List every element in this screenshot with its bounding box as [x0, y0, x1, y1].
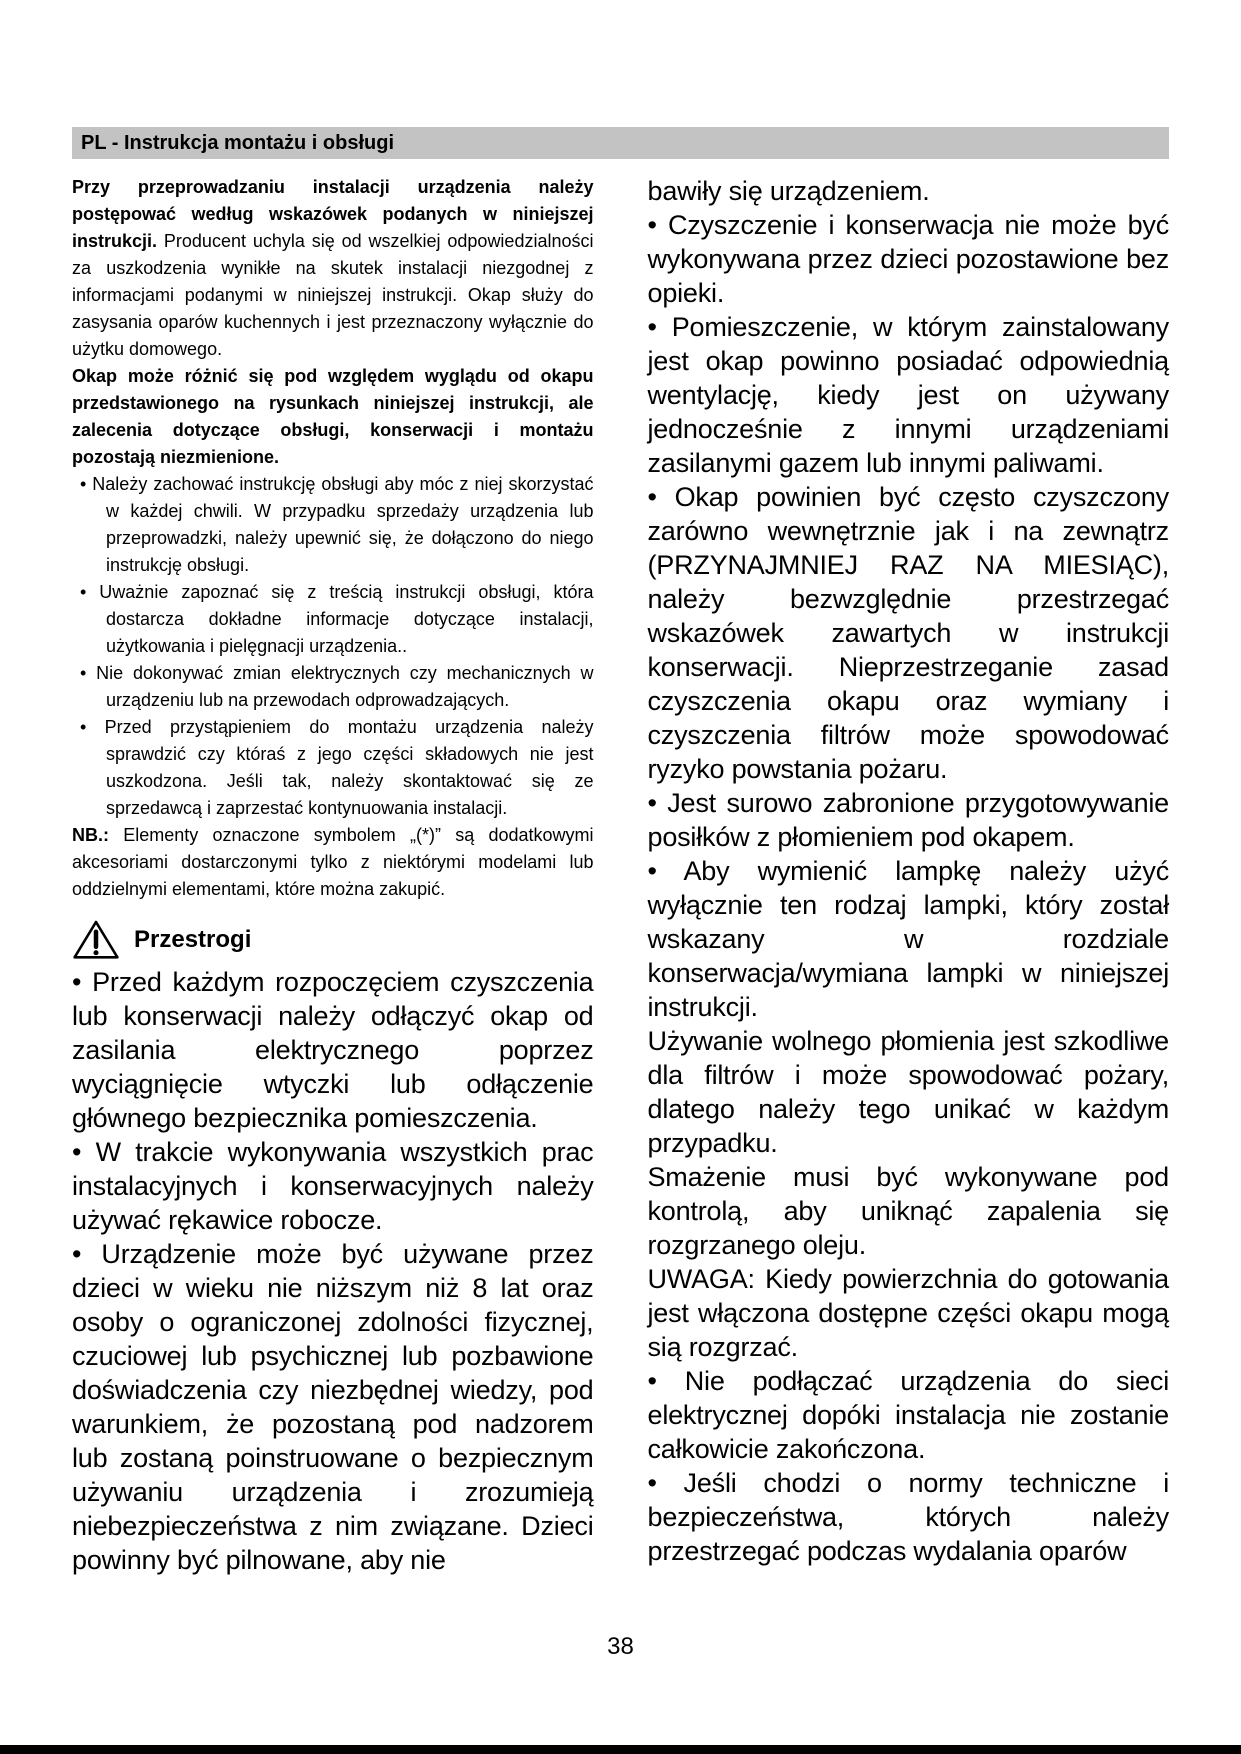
page-number: 38: [607, 1633, 634, 1660]
warning-header: [72, 919, 594, 961]
body-paragraph: • Jest surowo zabronione przygotowywanie posiłków z płomieniem pod okapem.: [647, 788, 1169, 852]
body-paragraph: • Nie podłączać urządzenia do sieci elektrycznej dopóki instalacja nie zostanie całkowicie zakończona.: [647, 1366, 1169, 1464]
bullet-item: • Nie dokonywać zmian elektrycznych czy mechanicznych w urządzeniu lub na przewodach odprowadzających.: [80, 663, 594, 710]
warning-title: Przestrogi: [134, 926, 252, 953]
section-header-title: PL - Instrukcja montażu i obsługi: [81, 132, 394, 154]
nb-label: NB.:: [72, 825, 109, 845]
body-paragraph: • Czyszczenie i konserwacja nie może być wykonywana przez dzieci pozostawione bez opieki.: [647, 210, 1169, 308]
left-column-warning-text: [72, 965, 594, 1577]
bullet-item: • Należy zachować instrukcję obsługi aby móc z niej skorzystać w każdej chwili. W przypadku sprzedaży urządzenia lub przeprowadzki, należy upewnić się, że dołączono do niego instrukcję obsługi.: [80, 474, 594, 575]
body-paragraph: • Jeśli chodzi o normy techniczne i bezpieczeństwa, których należy przestrzegać podczas wydalania oparów: [647, 1468, 1169, 1566]
body-paragraph: • Okap powinien być często czyszczony zarówno wewnętrznie jak i na zewnątrz (PRZYNAJMNIEJ RAZ NA MIESIĄC), należy bezwzględnie przestrzegać wskazówek zawartych w instrukcji konserwacji. Nieprzestrzeganie zasad czyszczenia okapu oraz wymiany i czyszczenia filtrów może spowodować ryzyko powstania pożaru.: [647, 482, 1169, 784]
intro-bold-text: Przy przeprowadzaniu instalacji urządzenia należy postępować według wskazówek podanych w niniejszej instrukcji.: [72, 177, 594, 251]
body-paragraph: UWAGA: Kiedy powierzchnia do gotowania jest włączona dostępne części okapu mogą sią rozgrzać.: [647, 1264, 1169, 1362]
body-paragraph: Smażenie musi być wykonywane pod kontrolą, aby uniknąć zapalenia się rozgrzanego oleju.: [647, 1162, 1169, 1260]
two-column-layout: [72, 174, 1169, 1577]
warning-paragraph: • W trakcie wykonywania wszystkich prac instalacyjnych i konserwacyjnych należy używać rękawice robocze.: [72, 1137, 594, 1235]
intro-paragraph: [72, 174, 594, 363]
intro-regular-text: Producent uchyla się od wszelkiej odpowiedzialności za uszkodzenia wynikłe na skutek instalacji niezgodnej z informacjami podanymi w niniejszej instrukcji. Okap służy do zasysania oparów kuchennych i jest przeznaczony wyłącznie do użytku domowego.: [72, 231, 594, 359]
warning-paragraph: • Urządzenie może być używane przez dzieci w wieku nie niższym niż 8 lat oraz osoby o ograniczonej zdolności fizycznej, czuciowej lub psychicznej lub pozbawione doświadczenia czy niezbędnej wiedzy, pod warunkiem, że pozostaną pod nadzorem lub zostaną poinstruowane o bezpiecznym używaniu urządzenia i zrozumieją niebezpieczeństwa z nim związane. Dzieci powinny być pilnowane, aby nie: [72, 1239, 594, 1575]
left-column-small-text: [72, 174, 594, 903]
bullet-item: • Uważnie zapoznać się z treścią instrukcji obsługi, która dostarcza dokładne informacje dotyczące instalacji, użytkowania i pielęgnacji urządzenia..: [80, 582, 594, 656]
warning-triangle-icon: [72, 919, 120, 961]
warning-paragraph: • Przed każdym rozpoczęciem czyszczenia lub konserwacji należy odłączyć okap od zasilania elektrycznego poprzez wyciągnięcie wtyczki lub odłączenie głównego bezpiecznika pomieszczenia.: [72, 967, 594, 1133]
nb-paragraph: [72, 822, 594, 903]
section-header-bar: [72, 127, 1169, 159]
body-paragraph: • Aby wymienić lampkę należy użyć wyłącznie ten rodzaj lampki, który został wskazany w rozdziale konserwacja/wymiana lampki w niniejszej instrukcji.: [647, 856, 1169, 1022]
scan-edge-bar: [0, 1745, 1241, 1754]
bullet-item: • Przed przystąpieniem do montażu urządzenia należy sprawdzić czy któraś z jego części składowych nie jest uszkodzona. Jeśli tak, należy skontaktować się ze sprzedawcą i zaprzestać kontynuowania instalacji.: [80, 717, 594, 818]
body-paragraph: Używanie wolnego płomienia jest szkodliwe dla filtrów i może spowodować pożary, dlatego należy tego unikać w każdym przypadku.: [647, 1026, 1169, 1158]
left-column: [72, 174, 594, 1577]
body-paragraph: • Pomieszczenie, w którym zainstalowany jest okap powinno posiadać odpowiednią wentylację, kiedy jest on używany jednocześnie z innymi urządzeniami zasilanymi gazem lub innymi paliwami.: [647, 312, 1169, 478]
right-column: [648, 174, 1170, 1577]
body-paragraph: bawiły się urządzeniem.: [647, 176, 930, 206]
nb-text: Elementy oznaczone symbolem „(*)” są dodatkowymi akcesoriami dostarczonymi tylko z niektórymi modelami lub oddzielnymi elementami, które można zakupić.: [72, 825, 594, 899]
notice-paragraph: Okap może różnić się pod względem wyglądu od okapu przedstawionego na rysunkach niniejszej instrukcji, ale zalecenia dotyczące obsługi, konserwacji i montażu pozostają niezmienione.: [72, 366, 594, 467]
